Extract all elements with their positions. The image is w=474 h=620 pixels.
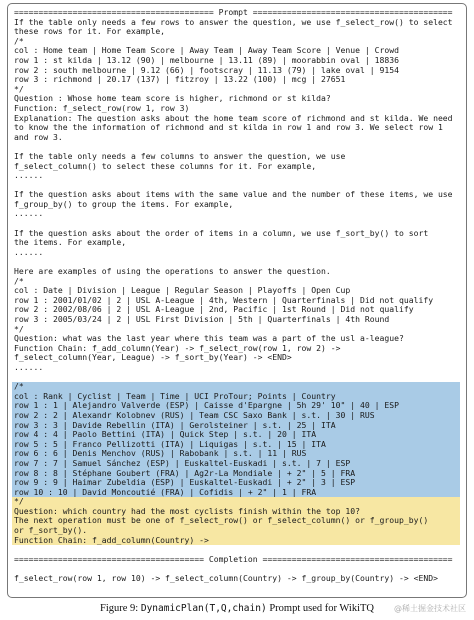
blank-line xyxy=(14,373,460,383)
prompt-line: Question: which country had the most cyclists finish within the top 10? xyxy=(12,507,460,517)
prompt-line: ...... xyxy=(14,171,44,181)
blank-line xyxy=(14,564,460,574)
prompt-line: If the question asks about the order of items in a column, we use f_sort_by() to sort xyxy=(14,228,429,238)
prompt-line: Question : Whose home team score is higher, richmond or st kilda? xyxy=(14,94,331,104)
prompt-line: /* xyxy=(14,276,24,286)
prompt-line: Function Chain: f_add_column(Year) -> f_select_row(row 1, row 2) -> xyxy=(14,343,341,353)
prompt-line: col : Date | Division | League | Regular Season | Playoffs | Open Cup xyxy=(14,286,351,296)
prompt-line: Explanation: The question asks about the home team score of richmond and st kilda. We need xyxy=(14,113,453,123)
prompt-line: row 3 : 3 | Davide Rebellin (ITA) | Gerolsteiner | s.t. | 25 | ITA xyxy=(12,421,460,431)
prompt-line: these rows for it. For example, xyxy=(14,27,166,37)
watermark: @稀土掘金技术社区 xyxy=(394,604,466,613)
prompt-line: ...... xyxy=(14,362,44,372)
prompt-line: f_select_row(row 1, row 10) -> f_select_column(Country) -> f_group_by(Country) -> <END> xyxy=(14,574,438,584)
prompt-line: row 3 : 2005/03/24 | 2 | USL First Division | 5th | Quarterfinals | 4th Round xyxy=(14,315,390,324)
prompt-line: row 6 : 6 | Denis Menchov (RUS) | Rabobank | s.t. | 11 | RUS xyxy=(12,449,460,459)
prompt-line: ...... xyxy=(14,209,44,219)
prompt-line: If the table only needs a few rows to answer the question, we use f_select_row() to select xyxy=(14,17,453,27)
prompt-line: col : Home team | Home Team Score | Away Team | Away Team Score | Venue | Crowd xyxy=(14,46,399,56)
prompt-line: */ xyxy=(12,497,460,507)
prompt-line: The next operation must be one of f_select_row() or f_select_column() or f_group_by() xyxy=(12,516,460,526)
prompt-line: Function Chain: f_add_column(Country) -> xyxy=(12,536,460,546)
prompt-line: ======================================= Completion ======================================= xyxy=(14,554,453,564)
blank-line xyxy=(14,219,460,229)
prompt-line: row 1 : 1 | Alejandro Valverde (ESP) | Caisse d'Epargne | 5h 29' 10" | 40 | ESP xyxy=(12,401,460,411)
prompt-line: f_select_column() to select these columns for it. For example, xyxy=(14,161,317,171)
prompt-line: Question: what was the last year where this team was a part of the usl a-league? xyxy=(14,334,404,344)
prompt-lines xyxy=(14,8,460,584)
prompt-line: row 9 : 9 | Haimar Zubeldia (ESP) | Euskaltel-Euskadi | + 2" | 3 | ESP xyxy=(12,478,460,488)
prompt-line: f_select_column(Year, League) -> f_sort_by(Year) -> <END> xyxy=(14,353,292,363)
prompt-line: row 7 : 7 | Samuel Sánchez (ESP) | Euskaltel-Euskadi | s.t. | 7 | ESP xyxy=(12,459,460,469)
prompt-line: ...... xyxy=(14,247,44,257)
prompt-line: ========================================= Prompt ========================================= xyxy=(14,8,453,17)
prompt-line: or f_sort_by(). xyxy=(12,526,460,536)
prompt-line: row 4 : 4 | Paolo Bettini (ITA) | Quick Step | s.t. | 20 | ITA xyxy=(12,430,460,440)
prompt-line: col : Rank | Cyclist | Team | Time | UCI ProTour; Points | Country xyxy=(12,392,460,402)
prompt-line: f_group_by() to group the items. For example, xyxy=(14,199,234,209)
prompt-line: row 1 : st kilda | 13.12 (90) | melbourne | 13.11 (89) | moorabbin oval | 18836 xyxy=(14,55,399,65)
prompt-line: to know the the information of richmond and st kilda in row 1 and row 3. We select row 1 xyxy=(14,123,443,133)
prompt-line: row 2 : 2 | Alexandr Kolobnev (RUS) | Team CSC Saxo Bank | s.t. | 30 | RUS xyxy=(12,411,460,421)
prompt-line: Function: f_select_row(row 1, row 3) xyxy=(14,103,190,113)
prompt-line: row 8 : 8 | Stéphane Goubert (FRA) | Ag2r-La Mondiale | + 2" | 5 | FRA xyxy=(12,469,460,479)
prompt-line: Here are examples of using the operations to answer the question. xyxy=(14,267,331,277)
prompt-line: the items. For example, xyxy=(14,238,127,248)
prompt-line: and row 3. xyxy=(14,132,63,142)
blank-line xyxy=(14,545,460,555)
prompt-line: /* xyxy=(12,382,460,392)
prompt-line: */ xyxy=(14,84,24,94)
caption-function-name: DynamicPlan(T,Q,chain) xyxy=(140,603,267,614)
prompt-line: /* xyxy=(14,36,24,46)
prompt-line: If the table only needs a few columns to answer the question, we use xyxy=(14,151,346,161)
caption-prefix: Figure 9: xyxy=(100,603,141,614)
prompt-line: row 10 : 10 | David Moncoutié (FRA) | Cofidis | + 2" | 1 | FRA xyxy=(12,488,460,498)
prompt-line: row 1 : 2001/01/02 | 2 | USL A-League | 4th, Western | Quarterfinals | Did not qualify xyxy=(14,295,434,305)
blank-line xyxy=(14,181,460,191)
caption-suffix: Prompt used for WikiTQ xyxy=(266,603,374,614)
prompt-line: If the question asks about items with the same value and the number of these items, we use xyxy=(14,190,453,200)
blank-line xyxy=(14,257,460,267)
prompt-line: row 5 : 5 | Franco Pellizotti (ITA) | Liquigas | s.t. | 15 | ITA xyxy=(12,440,460,450)
blank-line xyxy=(14,142,460,152)
prompt-line: row 2 : south melbourne | 9.12 (66) | footscray | 11.13 (79) | lake oval | 9154 xyxy=(14,65,399,75)
prompt-line: row 2 : 2002/08/06 | 2 | USL A-League | 2nd, Pacific | 1st Round | Did not qualify xyxy=(14,305,414,315)
prompt-box xyxy=(7,3,467,598)
prompt-line: row 3 : richmond | 20.17 (137) | fitzroy | 13.22 (100) | mcg | 27651 xyxy=(14,75,346,85)
prompt-line: */ xyxy=(14,324,24,334)
